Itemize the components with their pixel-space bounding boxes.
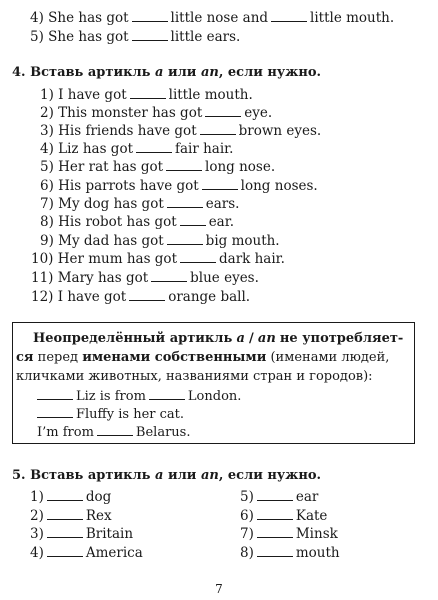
item-text: 10) Her mum has got bbox=[31, 251, 177, 267]
example-text: Fluffy is her cat. bbox=[76, 407, 185, 422]
list-item bbox=[40, 232, 280, 250]
item-text: 5) Her rat has got bbox=[40, 159, 164, 175]
item-word: America bbox=[85, 545, 143, 561]
exercise-number: 5. bbox=[12, 468, 26, 483]
list-item bbox=[31, 250, 285, 268]
rule-text: именами собственными bbox=[82, 350, 267, 365]
article-a: a bbox=[155, 65, 164, 80]
list-item bbox=[40, 195, 239, 213]
item-word: dog bbox=[85, 489, 112, 505]
item-text: brown eyes. bbox=[238, 123, 322, 139]
answer-blank[interactable] bbox=[257, 507, 293, 520]
answer-blank[interactable] bbox=[200, 122, 236, 135]
item-number: 1) bbox=[30, 489, 44, 505]
list-item bbox=[40, 140, 233, 158]
answer-blank[interactable] bbox=[202, 177, 238, 190]
exercise-number: 4. bbox=[12, 65, 26, 80]
item-text: 9) My dad has got bbox=[40, 233, 164, 249]
answer-blank[interactable] bbox=[167, 195, 203, 208]
list-item bbox=[30, 507, 112, 525]
item-text: blue eyes. bbox=[190, 270, 259, 286]
item-text: 4) She has got bbox=[30, 10, 129, 26]
answer-blank[interactable] bbox=[132, 9, 168, 22]
list-item bbox=[40, 104, 272, 122]
answer-blank[interactable] bbox=[257, 488, 293, 501]
title-text: Вставь артикль bbox=[30, 65, 151, 80]
answer-blank[interactable] bbox=[257, 544, 293, 557]
exercise-4-title bbox=[12, 65, 321, 80]
item-text: 12) I have got bbox=[31, 289, 127, 305]
example-text: Liz is from bbox=[76, 389, 146, 404]
list-item bbox=[31, 288, 250, 306]
item-text: long nose. bbox=[205, 159, 276, 175]
slash: / bbox=[249, 331, 254, 346]
example-text: London. bbox=[187, 389, 242, 404]
title-text: Вставь артикль bbox=[30, 468, 151, 483]
list-item bbox=[30, 28, 240, 46]
answer-blank[interactable] bbox=[129, 288, 165, 301]
title-text: , если нужно. bbox=[218, 65, 322, 80]
item-number: 8) bbox=[240, 545, 254, 561]
rule-text: не употребляет- bbox=[279, 331, 404, 346]
item-text: little mouth. bbox=[310, 10, 395, 26]
article-a: a bbox=[236, 331, 245, 346]
item-text: 3) His friends have got bbox=[40, 123, 197, 139]
list-item bbox=[40, 177, 318, 195]
rule-text: Неопределённый артикль bbox=[33, 331, 233, 346]
item-text: eye. bbox=[244, 105, 273, 121]
answer-blank[interactable] bbox=[136, 140, 172, 153]
list-item bbox=[240, 525, 338, 543]
rule-line-3: кличками животных, названиями стран и городов): bbox=[16, 369, 373, 384]
exercise-5-title bbox=[12, 468, 321, 483]
rule-text: перед bbox=[37, 350, 79, 365]
list-item bbox=[240, 507, 327, 525]
item-word: Britain bbox=[85, 526, 134, 542]
answer-blank[interactable] bbox=[47, 507, 83, 520]
item-word: mouth bbox=[295, 545, 340, 561]
item-number: 5) bbox=[240, 489, 254, 505]
answer-blank[interactable] bbox=[47, 544, 83, 557]
answer-blank[interactable] bbox=[132, 28, 168, 41]
answer-blank[interactable] bbox=[130, 86, 166, 99]
item-text: long noses. bbox=[240, 178, 318, 194]
answer-blank[interactable] bbox=[37, 387, 73, 400]
list-item bbox=[240, 544, 340, 562]
list-item bbox=[30, 9, 394, 27]
item-number: 2) bbox=[30, 508, 44, 524]
item-text: fair hair. bbox=[175, 141, 234, 157]
article-an: an bbox=[200, 468, 219, 483]
item-word: ear bbox=[295, 489, 319, 505]
example-text: I’m from bbox=[37, 425, 94, 440]
item-text: 5) She has got bbox=[30, 29, 129, 45]
title-text: , если нужно. bbox=[218, 468, 322, 483]
answer-blank[interactable] bbox=[97, 423, 133, 436]
list-item bbox=[40, 86, 253, 104]
answer-blank[interactable] bbox=[180, 213, 206, 226]
item-text: 4) Liz has got bbox=[40, 141, 133, 157]
article-an: an bbox=[200, 65, 219, 80]
item-text: ear. bbox=[208, 214, 234, 230]
answer-blank[interactable] bbox=[167, 232, 203, 245]
answer-blank[interactable] bbox=[47, 488, 83, 501]
answer-blank[interactable] bbox=[37, 405, 73, 418]
list-item bbox=[30, 488, 111, 506]
rule-line-2 bbox=[16, 348, 389, 367]
item-text: big mouth. bbox=[205, 233, 280, 249]
list-item bbox=[40, 122, 321, 140]
answer-blank[interactable] bbox=[149, 387, 185, 400]
item-word: Kate bbox=[295, 508, 328, 524]
list-item bbox=[240, 488, 318, 506]
rule-example-3 bbox=[37, 423, 190, 442]
item-text: little ears. bbox=[170, 29, 241, 45]
rule-box bbox=[12, 322, 415, 444]
rule-line-1 bbox=[33, 329, 403, 348]
item-number: 3) bbox=[30, 526, 44, 542]
answer-blank[interactable] bbox=[151, 269, 187, 282]
item-word: Minsk bbox=[295, 526, 338, 542]
item-word: Rex bbox=[85, 508, 112, 524]
item-text: 2) This monster has got bbox=[40, 105, 203, 121]
list-item bbox=[31, 269, 259, 287]
title-text: или bbox=[167, 65, 197, 80]
list-item bbox=[30, 544, 143, 562]
item-number: 6) bbox=[240, 508, 254, 524]
item-text: dark hair. bbox=[219, 251, 285, 267]
item-text: ears. bbox=[205, 196, 240, 212]
answer-blank[interactable] bbox=[257, 525, 293, 538]
answer-blank[interactable] bbox=[271, 9, 307, 22]
item-text: 6) His parrots have got bbox=[40, 178, 199, 194]
answer-blank[interactable] bbox=[47, 525, 83, 538]
list-item bbox=[30, 525, 133, 543]
item-text: orange ball. bbox=[168, 289, 251, 305]
answer-blank[interactable] bbox=[166, 158, 202, 171]
rule-example-2 bbox=[37, 405, 184, 424]
list-item bbox=[40, 213, 234, 231]
item-number: 7) bbox=[240, 526, 254, 542]
item-text: 8) His robot has got bbox=[40, 214, 177, 230]
item-number: 4) bbox=[30, 545, 44, 561]
rule-text: (именами людей, bbox=[270, 350, 390, 365]
article-a: a bbox=[155, 468, 164, 483]
item-text: 7) My dog has got bbox=[40, 196, 164, 212]
page-number: 7 bbox=[215, 582, 223, 596]
item-text: little nose and bbox=[170, 10, 269, 26]
example-text: Belarus. bbox=[135, 425, 191, 440]
answer-blank[interactable] bbox=[180, 250, 216, 263]
answer-blank[interactable] bbox=[205, 104, 241, 117]
list-item bbox=[40, 158, 275, 176]
rule-example-1 bbox=[37, 387, 241, 406]
title-text: или bbox=[167, 468, 197, 483]
article-an: an bbox=[257, 331, 276, 346]
rule-text: ся bbox=[16, 350, 34, 365]
item-text: 11) Mary has got bbox=[31, 270, 149, 286]
item-text: little mouth. bbox=[168, 87, 253, 103]
item-text: 1) I have got bbox=[40, 87, 127, 103]
